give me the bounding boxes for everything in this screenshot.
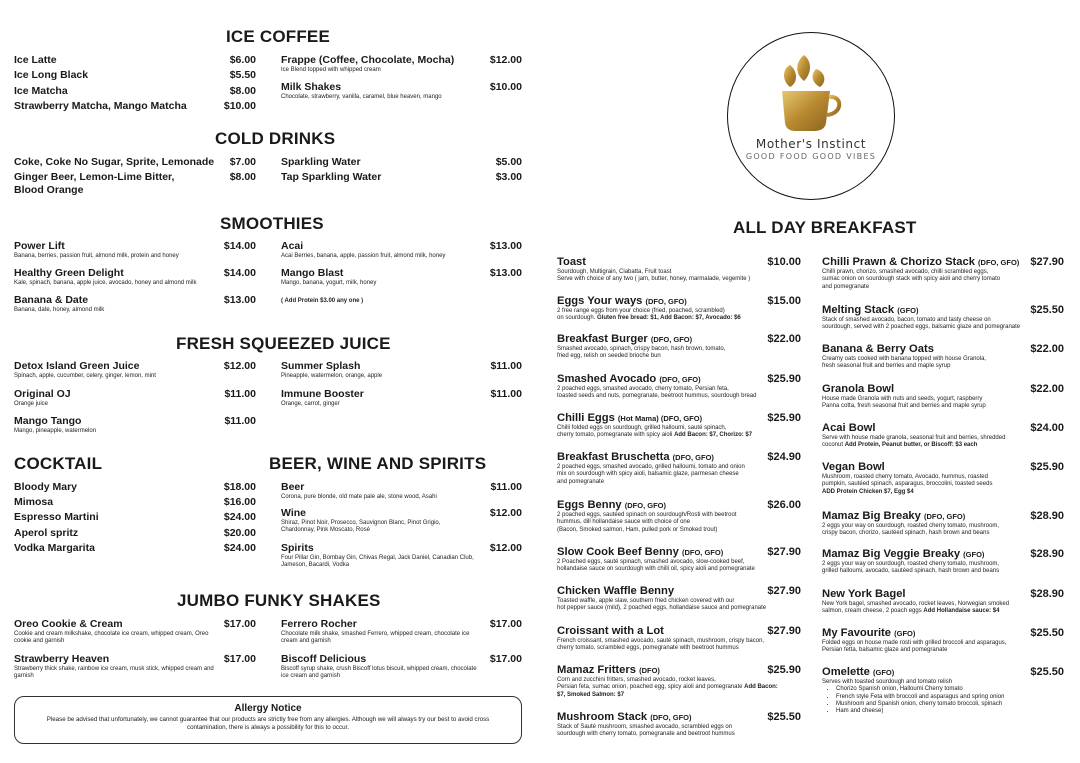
breakfast-item: Mamaz Big Veggie Breaky (GFO) 2 eggs your way on sourdough, roasted cherry tomato, mushroom, grilled halloumi, avocado, sautéed spinach, hash brown and beans: [822, 548, 1000, 575]
menu-item: Banana & Date Banana, date, honey, almond milk: [14, 294, 105, 313]
item-price: $24.00: [1030, 422, 1064, 434]
item-price: $25.50: [767, 711, 801, 723]
item-price: $28.90: [1030, 588, 1064, 600]
item-price: $26.00: [767, 499, 801, 511]
section-title-ice-coffee: ICE COFFEE: [226, 27, 331, 46]
menu-item: Vodka Margarita: [14, 542, 95, 554]
menu-item: Power Lift Banana, berries, passion fruit, almond milk, protein and honey: [14, 240, 179, 259]
section-title-shakes: JUMBO FUNKY SHAKES: [177, 591, 381, 610]
section-title-juice: FRESH SQUEEZED JUICE: [176, 334, 391, 353]
section-title-smoothies: SMOOTHIES: [220, 214, 324, 233]
menu-item: Oreo Cookie & Cream Cookie and cream milkshake, chocolate ice cream, whipped cream, Oreo cookie and garnish: [14, 618, 209, 645]
breakfast-item: Acai Bowl Serve with house made granola, seasonal fruit and berries, shredded coconut Add Protein, Peanut butter, or Biscoff: $3 each: [822, 422, 1006, 449]
breakfast-item: Chicken Waffle Benny Toasted waffle, apple slaw, southern fried chicken covered with our hot pepper sauce (mild), 2 poached eggs, hollandaise sauce and pomegranate: [557, 585, 767, 612]
breakfast-item: Mushroom Stack (DFO, GFO) Stack of Sauté mushroom, smashed avocado, scrambled eggs on sourdough with cherry tomato, pomegranate and beetroot hummus: [557, 711, 735, 738]
breakfast-item: My Favourite (GFO) Folded eggs on house made rosti with grilled broccoli and asparagus, Persian fetta, balsamic glaze and pomegranate: [822, 627, 1007, 654]
menu-item: Frappe (Coffee, Chocolate, Mocha) Ice Blend topped with whipped cream: [281, 54, 455, 73]
item-price: $5.50: [229, 69, 256, 81]
menu-item: Strawberry Heaven Strawberry thick shake, rainbow ice cream, musk stick, whipped cream and garnish: [14, 653, 214, 680]
item-price: $11.00: [490, 360, 522, 372]
item-price: $12.00: [489, 507, 522, 519]
item-price: $15.00: [767, 295, 801, 307]
item-price: $3.00: [495, 171, 522, 183]
breakfast-item: Breakfast Burger (DFO, GFO) Smashed avocado, spinach, crispy bacon, hash brown, tomato, fried egg, relish on seeded brioche bun: [557, 333, 726, 360]
menu-item: Acai Acai Berries, banana, apple, passion fruit, almond milk, honey: [281, 240, 446, 259]
item-price: $7.00: [229, 156, 256, 168]
item-price: $10.00: [767, 256, 801, 268]
item-price: $8.00: [229, 171, 256, 183]
menu-item: Original OJ Orange juice: [14, 388, 71, 407]
item-price: $28.90: [1030, 510, 1064, 522]
menu-item: Bloody Mary: [14, 481, 78, 493]
item-price: $22.00: [767, 333, 801, 345]
menu-item: Strawberry Matcha, Mango Matcha: [14, 100, 187, 112]
item-price: $17.00: [489, 618, 522, 630]
item-price: $12.00: [223, 360, 256, 372]
menu-item: Ice Latte: [14, 54, 57, 66]
section-title-breakfast: ALL DAY BREAKFAST: [733, 218, 917, 237]
menu-item: Mimosa: [14, 496, 54, 508]
item-price: $25.50: [1030, 627, 1064, 639]
breakfast-item: Mamaz Big Breaky (DFO, GFO) 2 eggs your way on sourdough, roasted cherry tomato, mushroom, crispy bacon, chorizo, sautéed spinach, hash brown and beans: [822, 510, 1000, 537]
menu-item: Ginger Beer, Lemon-Lime Bitter, Blood Orange: [14, 171, 175, 196]
item-price: $13.00: [489, 267, 522, 279]
item-price: $11.00: [224, 415, 256, 427]
allergy-text: Please be advised that unfortunately, we cannot guarantee that our products are strictly free from any allergies. Although we will always try our best to avoid cross contamination, there is always a possibility for this to occur.: [46, 716, 490, 731]
item-price: $14.00: [223, 240, 256, 252]
menu-item: Mango Blast Mango, banana, yogurt, milk, honey: [281, 267, 377, 286]
menu-item: Coke, Coke No Sugar, Sprite, Lemonade: [14, 156, 215, 168]
breakfast-item: Omelette (GFO) Serves with toasted sourdough and tomato relish • Chorizo Spanish onion, Halloumi Cherry tomato • French style Feta with broccoli and asparagus and spring onion • Mushroom and Spanish onion, cherry tomato broccoli, spinach • Ham and cheese): [822, 666, 1032, 715]
breakfast-item: Banana & Berry Oats Creamy oats cooked with banana topped with house Granola, fresh seasonal fruit and berries and maple syrup: [822, 343, 987, 370]
item-price: $25.90: [767, 664, 801, 676]
menu-item: Espresso Martini: [14, 511, 99, 523]
item-price: $18.00: [223, 481, 256, 493]
breakfast-item: New York Bagel New York bagel, smashed avocado, rocket leaves, Norwegian smoked salmon, cream cheese, 2 poach eggs Add Hollandaise sauce: $4: [822, 588, 1010, 615]
item-price: $13.00: [223, 294, 256, 306]
breakfast-item: Melting Stack (GFO) Stack of smashed avocado, bacon, tomato and tasty cheese on sourdough, served with 2 poached eggs, balsamic glaze and pomegranate: [822, 304, 1021, 331]
breakfast-item: Granola Bowl House made Granola with nuts and seeds, yogurt, raspberry Panna cotta, fresh seasonal fruit and berries and maple syrup: [822, 383, 986, 410]
menu-item: Beer Corona, pure blonde, old mate pale ale, stone wood, Asahi: [281, 481, 437, 500]
item-price: $24.90: [767, 451, 801, 463]
logo-name: Mother's Instinct: [755, 137, 867, 151]
menu-item: Ice Long Black: [14, 69, 89, 81]
protein-note: ( Add Protein $3.00 any one ): [281, 298, 364, 304]
breakfast-item: Smashed Avocado (DFO, GFO) 2 poached eggs, smashed avocado, cherry tomato, Persian feta, toasted seeds and nuts, pomegranate, beetroot hummus, sourdough bread: [557, 373, 757, 400]
item-price: $12.00: [489, 542, 522, 554]
item-price: $25.90: [767, 412, 801, 424]
item-price: $25.50: [1030, 304, 1064, 316]
item-price: $17.00: [223, 618, 256, 630]
menu-item: Mango Tango Mango, pineapple, watermelon: [14, 415, 97, 434]
menu-item: Wine Shiraz, Pinot Noir, Prosecco, Sauvignon Blanc, Pinot Grigio, Chardonnay, Pink Moscato, Rosé: [281, 507, 441, 534]
breakfast-item: Toast Sourdough, Multigrain, Ciabatta, Fruit toast Serve with choice of any two ( jam, butter, honey, marmalade, vegemite ): [557, 256, 751, 283]
breakfast-item: Eggs Your ways (DFO, GFO) 2 free range eggs from your choice (fried, poached, scrambled) on sourdough. Gluten free bread: $1, Add Bacon: $7, Avocado: $6: [557, 295, 741, 322]
item-price: $11.00: [490, 481, 522, 493]
item-price: $25.50: [1030, 666, 1064, 678]
item-price: $13.00: [489, 240, 522, 252]
menu-item: Biscoff Delicious Biscoff syrup shake, crush Biscoff lotus biscuit, whipped cream, chocolate ice cream and garnish: [281, 653, 477, 680]
breakfast-item: Chilli Eggs (Hot Mama) (DFO, GFO) Chilli folded eggs on sourdough, grilled halloumi, sauté spinach, cherry tomato, pomegranate with spicy aioli Add Bacon: $7, Chorizo: $7: [557, 412, 753, 439]
section-title-beer: BEER, WINE AND SPIRITS: [269, 454, 487, 473]
breakfast-item: Eggs Benny (DFO, GFO) 2 poached eggs, sautéed spinach on sourdough/Rosti with beetroot hummus, dill hollandaise sauce with choice of one (Bacon, Smoked salmon, Ham, pulled pork or Smoked trout): [557, 499, 737, 533]
item-price: $22.00: [1030, 343, 1064, 355]
menu-item: Spirits Four Pillar Gin, Bombay Gin, Chivas Regal, Jack Daniel, Canadian Club, Jameson, Bacardi, Vodka: [281, 542, 474, 569]
breakfast-item: Slow Cook Beef Benny (DFO, GFO) 2 Poached eggs, sauté spinach, smashed avocado, slow-cooked beef, hollandaise sauce on sourdough with chilli oil, spicy aioli and pomegranate: [557, 546, 755, 573]
item-price: $20.00: [223, 527, 256, 539]
breakfast-item: Mamaz Fritters (DFO) Corn and zucchini fritters, smashed avocado, rocket leaves, Persian feta, sumac onion, poached egg, spicy aioli and pomegranate Add Bacon: $7, Smoked Salmon: $7: [557, 664, 778, 698]
logo-tagline: GOOD FOOD GOOD VIBES: [745, 152, 877, 161]
menu-item: Aperol spritz: [14, 527, 79, 539]
item-price: $10.00: [223, 100, 256, 112]
item-price: $6.00: [229, 54, 256, 66]
menu-item: Tap Sparkling Water: [281, 171, 382, 183]
item-price: $24.00: [223, 511, 256, 523]
item-price: $27.90: [1030, 256, 1064, 268]
breakfast-item: Chilli Prawn & Chorizo Stack (DFO, GFO) Chilli prawn, chorizo, smashed avocado, chilli scrambled eggs, sumac onion on sourdough stack with spicy aioli and cherry tomato and pomegranate: [822, 256, 1020, 290]
section-title-cold-drinks: COLD DRINKS: [215, 129, 336, 148]
item-price: $14.00: [223, 267, 256, 279]
breakfast-item: Croissant with a Lot French croissant, smashed avocado, sauté spinach, mushroom, crispy bacon, cherry tomato, scrambled eggs, pomegranate with beetroot hummus: [557, 625, 765, 652]
item-price: $28.90: [1030, 548, 1064, 560]
breakfast-item: Vegan Bowl Mushroom, roasted cherry tomato, Avocado, hummus, roasted pumpkin, sautéed spinach, asparagus, broccolini, toasted seeds ADD Protein Chicken $7, Egg $4: [822, 461, 993, 495]
menu-item: Summer Splash Pineapple, watermelon, orange, apple: [281, 360, 383, 379]
menu-item: Healthy Green Delight Kale, spinach, banana, apple juice, avocado, honey and almond milk: [14, 267, 197, 286]
item-price: $10.00: [489, 81, 522, 93]
menu-item: Ferrero Rocher Chocolate milk shake, smashed Ferrero, whipped cream, chocolate ice cream and garnish: [281, 618, 470, 645]
menu-item: Milk Shakes Chocolate, strawberry, vanilla, caramel, blue heaven, mango: [281, 81, 442, 100]
section-title-cocktail: COCKTAIL: [14, 454, 103, 473]
item-price: $25.90: [1030, 461, 1064, 473]
item-price: $5.00: [495, 156, 522, 168]
item-price: $12.00: [489, 54, 522, 66]
allergy-title: Allergy Notice: [234, 703, 302, 714]
allergy-notice: [14, 696, 522, 744]
item-price: $24.00: [223, 542, 256, 554]
item-price: $27.90: [767, 625, 801, 637]
item-price: $17.00: [489, 653, 522, 665]
item-price: $27.90: [767, 585, 801, 597]
coffee-cup-leaves-icon: [774, 51, 850, 135]
item-price: $27.90: [767, 546, 801, 558]
item-price: $11.00: [490, 388, 522, 400]
item-price: $22.00: [1030, 383, 1064, 395]
menu-item: Immune Booster Orange, carrot, ginger: [281, 388, 364, 407]
menu-item: Ice Matcha: [14, 85, 68, 97]
item-price: $25.90: [767, 373, 801, 385]
breakfast-item: Breakfast Bruschetta (DFO, GFO) 2 poached eggs, smashed avocado, grilled halloumi, tomato and onion mix on sourdough with spicy aioli, balsamic glaze, parmesan cheese and pomegranate: [557, 451, 745, 485]
menu-item: Sparkling Water: [281, 156, 361, 168]
item-price: $11.00: [224, 388, 256, 400]
item-price: $8.00: [229, 85, 256, 97]
menu-item: Detox Island Green Juice Spinach, apple, cucumber, celery, ginger, lemon, mint: [14, 360, 156, 379]
item-price: $16.00: [223, 496, 256, 508]
item-price: $17.00: [223, 653, 256, 665]
logo: [727, 32, 895, 200]
